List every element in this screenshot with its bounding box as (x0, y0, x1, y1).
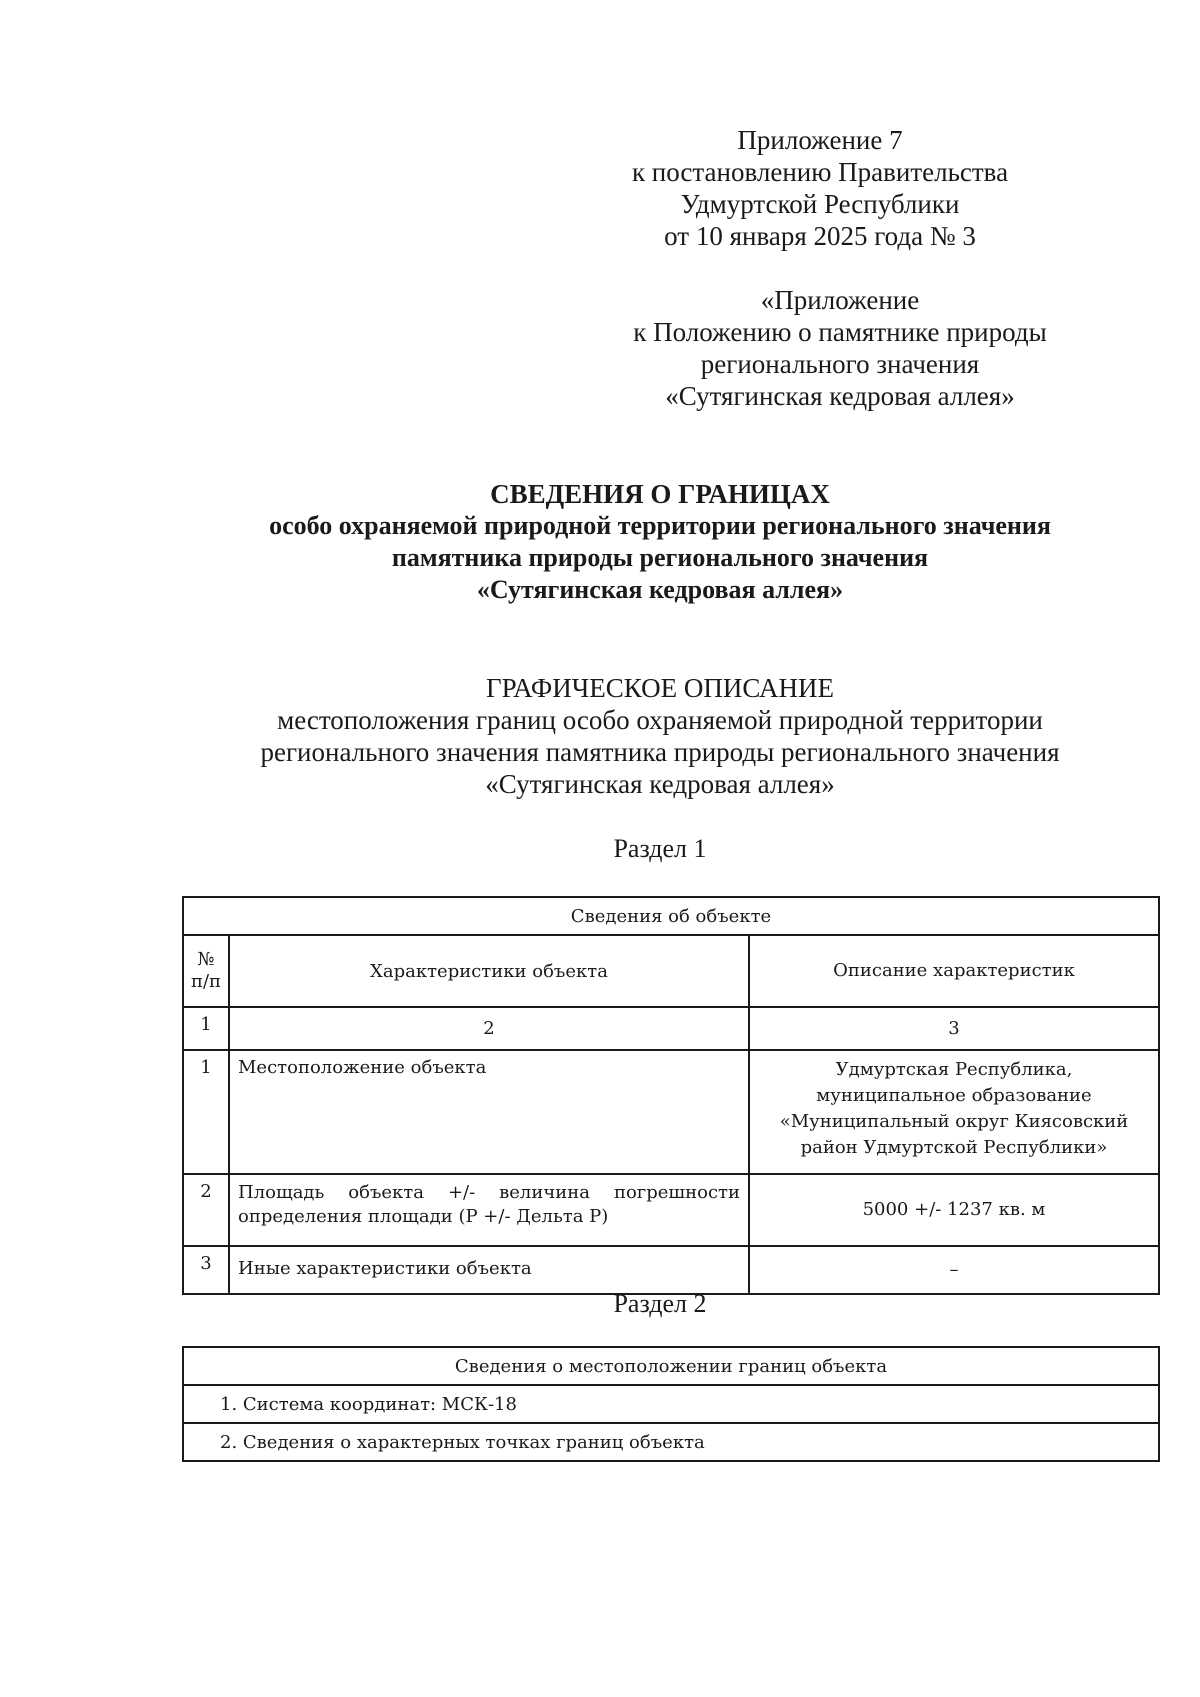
graphic-description-heading: ГРАФИЧЕСКОЕ ОПИСАНИЕ (485, 673, 835, 703)
appendix-line: от 10 января 2025 года № 3 (664, 221, 976, 251)
object-info-table (182, 896, 1160, 1295)
document-title-line: особо охраняемой природной территории регионального значения (269, 511, 1051, 540)
table-row (183, 1385, 1159, 1423)
row-description: – (749, 1246, 1159, 1294)
column-header-characteristic: Характеристики объекта (229, 935, 749, 1007)
column-number: 1 (183, 1007, 229, 1050)
row-num: 3 (183, 1246, 229, 1294)
coordinate-system-item: 1. Система координат: МСК-18 (183, 1385, 1159, 1423)
appendix-header (600, 124, 1040, 252)
num-abbrev: п/п (190, 970, 222, 992)
regulation-appendix-line: регионального значения (700, 349, 980, 379)
boundary-location-table (182, 1346, 1160, 1462)
row-num: 2 (183, 1174, 229, 1246)
row-characteristic: Местоположение объекта (229, 1050, 749, 1174)
graphic-description (180, 672, 1140, 800)
column-number: 2 (229, 1007, 749, 1050)
table-row (183, 1050, 1159, 1174)
graphic-description-line: местоположения границ особо охраняемой природной территории (277, 705, 1043, 735)
appendix-line: Удмуртской Республики (680, 189, 960, 219)
section-1-title: Раздел 1 (613, 834, 707, 863)
column-number: 3 (749, 1007, 1159, 1050)
table-row (183, 1174, 1159, 1246)
table-caption: Сведения о местоположении границ объекта (183, 1347, 1159, 1385)
document-title-main: СВЕДЕНИЯ О ГРАНИЦАХ (490, 479, 830, 509)
row-description: Удмуртская Республика, муниципальное образование «Муниципальный округ Киясовский район Удмуртской Республики» (749, 1050, 1159, 1174)
document-title-line: памятника природы регионального значения (391, 543, 929, 572)
document-title-line: «Сутягинская кедровая аллея» (476, 575, 844, 604)
section-2-title: Раздел 2 (613, 1289, 707, 1318)
graphic-description-line: «Сутягинская кедровая аллея» (485, 769, 835, 799)
row-num: 1 (183, 1050, 229, 1174)
document-title (180, 478, 1140, 606)
regulation-appendix-line: «Приложение (760, 285, 920, 315)
row-description: 5000 +/- 1237 кв. м (749, 1174, 1159, 1246)
column-header-description: Описание характеристик (749, 935, 1159, 1007)
regulation-appendix-line: «Сутягинская кедровая аллея» (665, 381, 1015, 411)
row-characteristic: Иные характеристики объекта (229, 1246, 749, 1294)
appendix-line: Приложение 7 (737, 125, 903, 155)
regulation-appendix-line: к Положению о памятнике природы (633, 317, 1047, 347)
table-caption: Сведения об объекте (183, 897, 1159, 935)
table-row (183, 1246, 1159, 1294)
appendix-line: к постановлению Правительства (631, 157, 1009, 187)
column-header-num (183, 935, 229, 1007)
graphic-description-line: регионального значения памятника природы регионального значения (260, 737, 1060, 767)
num-sign: № (197, 948, 215, 970)
table-row (183, 1423, 1159, 1461)
boundary-points-item: 2. Сведения о характерных точках границ объекта (183, 1423, 1159, 1461)
row-characteristic: Площадь объекта +/- величина погрешности определения площади (P +/- Дельта P) (229, 1174, 749, 1246)
regulation-appendix-header (600, 284, 1080, 412)
